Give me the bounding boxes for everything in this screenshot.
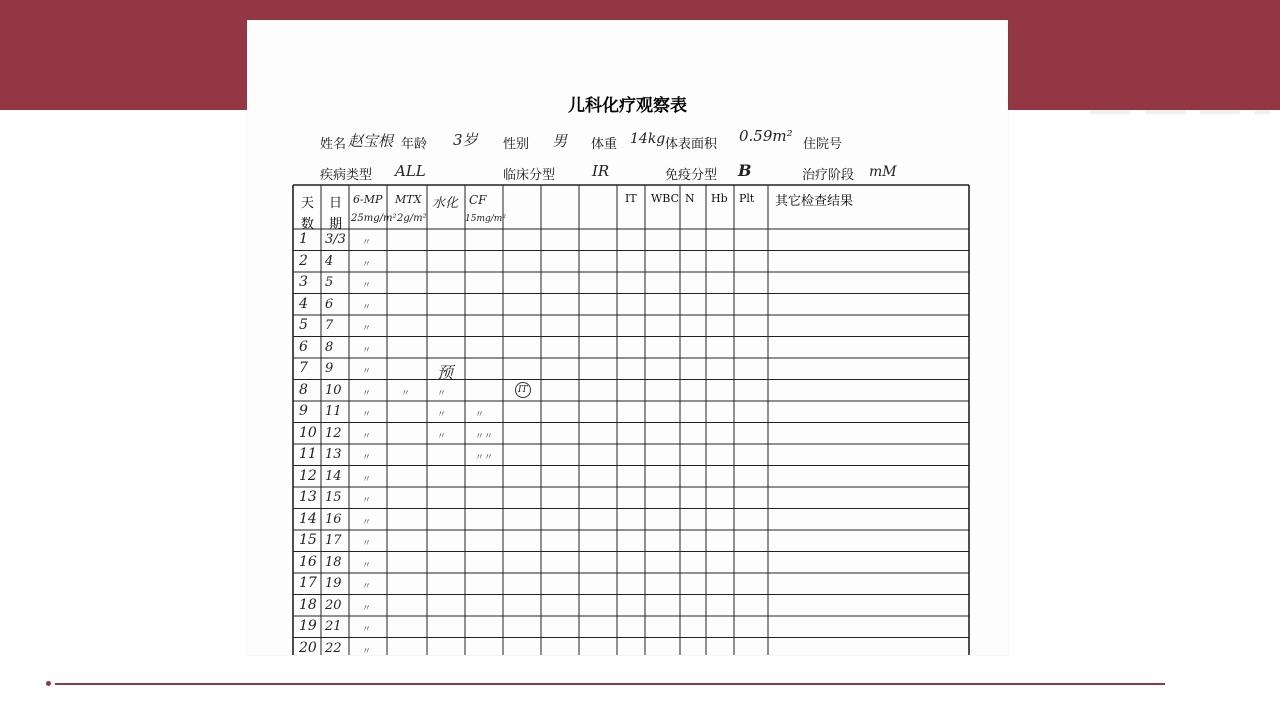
row-date: 13 [325,447,342,462]
footer-line [55,683,1165,685]
stage-label: 治疗阶段 [802,168,855,183]
row-mtx-mark: 〃 [401,388,411,399]
name-value: 赵宝根 [348,132,394,150]
header-mtx: MTX [395,193,422,206]
row-day: 18 [299,596,317,613]
header-day-2: 数 [301,217,315,232]
row-day: 20 [299,639,317,655]
row-date: 8 [325,339,334,355]
row-day: 12 [299,467,317,484]
row-6mp-mark: 〃 [362,431,372,442]
row-day: 7 [299,360,308,376]
header-other-results: 其它检查结果 [775,194,854,209]
scanned-form [247,20,1008,655]
row-date: 4 [325,253,334,269]
row-day: 6 [299,338,308,355]
clinical-label: 临床分型 [503,168,556,183]
row-day: 2 [299,252,308,269]
admission-label: 住院号 [803,137,843,152]
row-it-circle: IT [515,382,531,398]
row-day: 15 [299,532,317,548]
row-day: 9 [299,403,308,419]
row-day: 10 [299,424,317,441]
row-hydration-mark: 〃 [437,388,447,399]
header-date-2: 期 [329,217,343,232]
immune-value: B [738,161,752,180]
row-day: 5 [299,317,308,333]
row-6mp-mark: 〃 [362,453,372,463]
row-day: 1 [299,231,308,247]
header-it: IT [625,192,637,205]
row-6mp-mark: 〃 [362,582,372,592]
row-6mp-mark: 〃 [362,603,372,614]
banner-decoration [1090,100,1270,114]
sex-value: 男 [552,132,568,150]
age-label: 年龄 [401,137,428,152]
stage-value: mM [869,164,897,180]
row-day: 11 [299,446,317,462]
header-6mp: 6-MP [353,193,383,206]
footer-dot [46,681,51,686]
header-6mp-dose: 25mg/m² [351,213,397,224]
age-value: 3岁 [453,131,478,149]
row-hydration-mark: 〃 [437,410,447,420]
header-hydration: 水化 [432,196,459,211]
row-day: 14 [299,510,317,527]
header-date-1: 日 [329,196,343,211]
row-day: 13 [299,489,317,505]
row-6mp-mark: 〃 [362,302,372,313]
header-mtx-dose: 2g/m² [397,213,427,224]
row-day: 8 [299,381,308,398]
row-6mp-mark: 〃 [362,517,372,528]
row-date: 18 [325,554,342,570]
row-date: 5 [325,275,334,290]
row-date: 21 [325,619,342,634]
disease-label: 疾病类型 [320,168,373,183]
row-date: 16 [325,511,342,527]
row-6mp-mark: 〃 [362,259,372,270]
disease-value: ALL [395,162,426,180]
header-plt: Plt [739,192,755,205]
row-cf-mark: 〃 [475,410,485,420]
row-6mp-mark: 〃 [362,388,372,399]
row-6mp-mark: 〃 [362,367,372,377]
header-hb: Hb [711,192,728,205]
row-6mp-mark: 〃 [362,410,372,420]
row-date: 12 [325,425,342,441]
row-6mp-mark: 〃 [362,625,372,635]
name-label: 姓名 [320,137,347,152]
row-date: 15 [325,490,342,505]
row-date: 22 [325,640,342,655]
row-date: 7 [325,318,334,333]
row-6mp-mark: 〃 [362,560,372,571]
row-6mp-mark: 〃 [362,345,372,356]
bsa-value: 0.59m² [739,127,793,145]
row-hydration-mark: 〃 [437,431,447,442]
row-day: 16 [299,553,317,570]
row-6mp-mark: 〃 [362,238,372,248]
row-date: 14 [325,468,342,484]
header-cf: CF [469,193,487,207]
header-cf-dose: 15mg/m² [465,214,506,224]
row-cf-mark: 〃〃 [475,453,494,463]
row-date: 20 [325,597,342,613]
immune-label: 免疫分型 [665,168,718,183]
row-date: 3/3 [325,232,346,247]
header-day-1: 天 [301,196,315,211]
weight-value: 14kg [630,131,666,147]
row-date: 19 [325,576,342,591]
row-day: 19 [299,618,317,634]
header-n: N [685,192,695,205]
row-day: 3 [299,274,308,290]
weight-label: 体重 [591,137,618,152]
row-6mp-mark: 〃 [362,474,372,485]
row-hydration-mark: 预 [437,363,454,382]
row-6mp-mark: 〃 [362,324,372,334]
row-6mp-mark: 〃 [362,281,372,291]
row-6mp-mark: 〃 [362,539,372,549]
row-6mp-mark: 〃 [362,496,372,506]
row-date: 11 [325,404,342,419]
row-date: 6 [325,296,334,312]
row-day: 4 [299,295,308,312]
row-date: 17 [325,533,342,548]
row-day: 17 [299,575,317,591]
row-6mp-mark: 〃 [362,646,372,655]
bsa-label: 体表面积 [665,137,718,152]
header-wbc: WBC [651,192,680,205]
clinical-value: IR [592,162,610,180]
row-cf-mark: 〃〃 [475,431,494,442]
row-date: 10 [325,382,342,398]
sex-label: 性别 [503,137,530,152]
row-date: 9 [325,361,334,376]
form-title: 儿科化疗观察表 [568,96,687,116]
